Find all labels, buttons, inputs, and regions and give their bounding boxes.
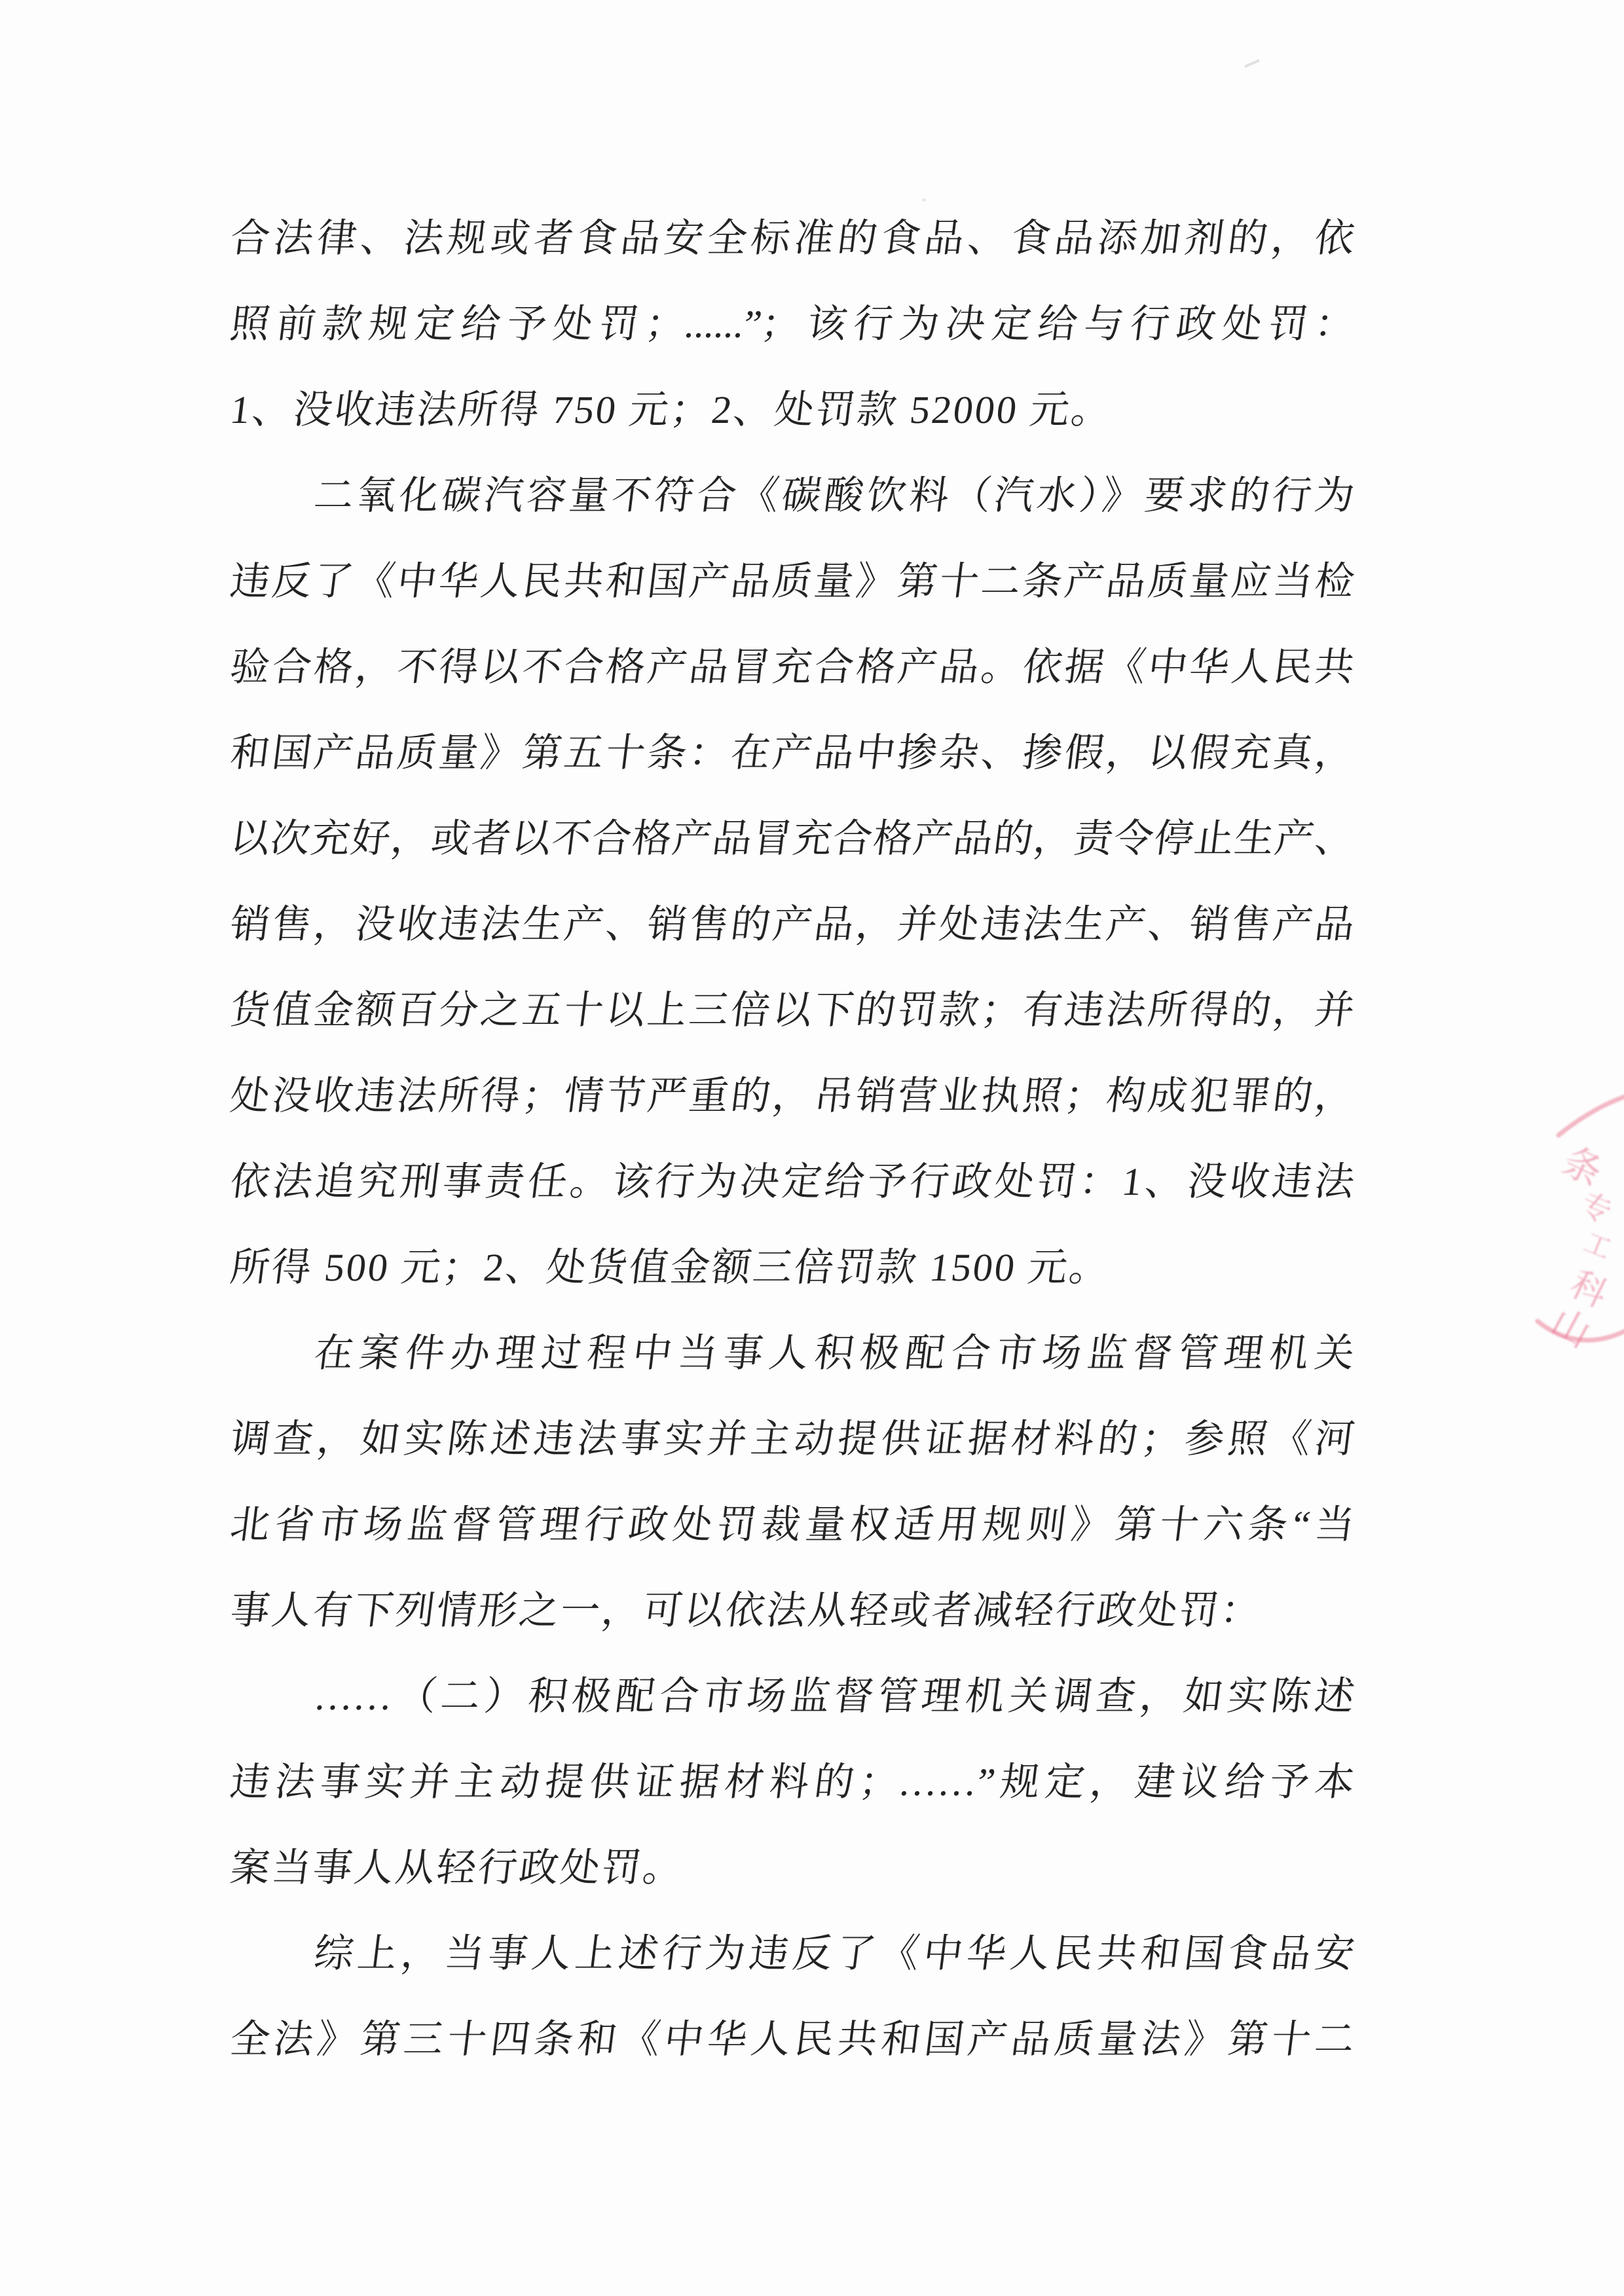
- seal-border-arc-top: [1559, 1096, 1624, 1135]
- text-line: 北省市场监督管理行政处罚裁量权适用规则》第十六条“当: [228, 1503, 1357, 1546]
- scan-artifact: [922, 198, 926, 202]
- seal-character: 山: [1543, 1300, 1598, 1356]
- text-line: 销售，没收违法生产、销售的产品，并处违法生产、销售产品: [228, 903, 1357, 946]
- text-line: 违法事实并主动提供证据材料的；……”规定，建议给予本: [228, 1760, 1357, 1804]
- text-line: 1、没收违法所得 750 元；2、处罚款 52000 元。: [228, 388, 1116, 431]
- text-line: 照前款规定给予处罚；......”；该行为决定给与行政处罚：: [228, 302, 1357, 346]
- text-line: 全法》第三十四条和《中华人民共和国产品质量法》第十二: [228, 2018, 1357, 2061]
- text-line: 货值金额百分之五十以上三倍以下的罚款；有违法所得的，并: [228, 989, 1357, 1032]
- red-seal-graphic: [1540, 1101, 1624, 1356]
- red-seal-stamp-partial: [1540, 1101, 1624, 1356]
- text-line: 依法追究刑事责任。该行为决定给予行政处罚：1、没收违法: [228, 1160, 1357, 1203]
- text-line: 所得 500 元；2、处货值金额三倍罚款 1500 元。: [228, 1246, 1114, 1289]
- text-line: ……（二）积极配合市场监督管理机关调查，如实陈述: [312, 1675, 1357, 1718]
- text-line: 在案件办理过程中当事人积极配合市场监督管理机关: [312, 1332, 1357, 1375]
- text-line: 调查，如实陈述违法事实并主动提供证据材料的；参照《河: [228, 1417, 1357, 1461]
- text-line: 事人有下列情形之一，可以依法从轻或者减轻行政处罚：: [228, 1589, 1265, 1632]
- seal-character: 条: [1556, 1139, 1609, 1195]
- seal-character: 科: [1564, 1264, 1614, 1315]
- text-line: 和国产品质量》第五十条：在产品中掺杂、掺假，以假充真，: [228, 731, 1357, 774]
- document-text: [228, 196, 1357, 2083]
- seal-character: 专: [1575, 1186, 1617, 1230]
- seal-character: 工: [1579, 1227, 1615, 1265]
- text-line: 处没收违法所得；情节严重的，吊销营业执照；构成犯罪的，: [228, 1074, 1357, 1118]
- text-line: 以次充好，或者以不合格产品冒充合格产品的，责令停止生产、: [228, 817, 1357, 860]
- text-line: 综上，当事人上述行为违反了《中华人民共和国食品安: [312, 1932, 1357, 1975]
- text-line: 案当事人从轻行政处罚。: [228, 1846, 688, 1889]
- text-line: 验合格，不得以不合格产品冒充合格产品。依据《中华人民共: [228, 646, 1357, 689]
- text-line: 二氧化碳汽容量不符合《碳酸饮料（汽水）》要求的行为: [312, 474, 1357, 517]
- text-line: 合法律、法规或者食品安全标准的食品、食品添加剂的，依: [228, 217, 1357, 260]
- text-line: 违反了《中华人民共和国产品质量》第十二条产品质量应当检: [228, 560, 1357, 603]
- scan-artifact: [1244, 59, 1260, 67]
